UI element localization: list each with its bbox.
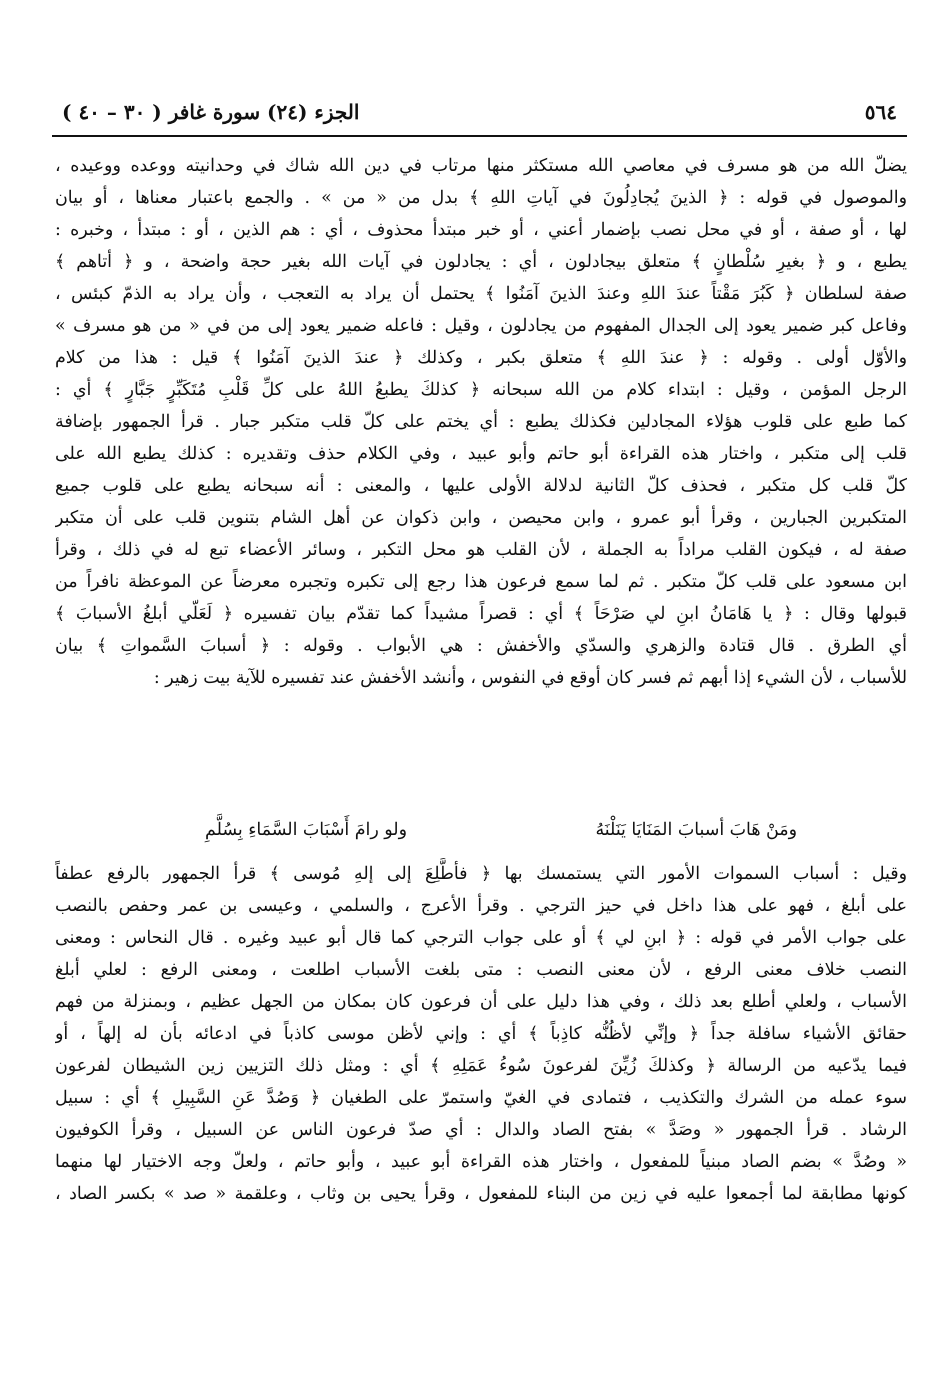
text-line: قبولها وقال : ﴿ يا هَامَانُ ابنِ لي صَرْحَاً ﴾ أي : قصراً مشيداً كما تقدّم بيان تفسيره ﴿ لَعَلّي أبلغُ الأسبابَ ﴾ [55, 604, 907, 624]
text-line: صفة له ، فيكون القلب مراداً به الجملة ، لأن القلب هو محل التكبر ، وسائر الأعضاء تبع له في ذلك ، وقرأ [55, 540, 907, 560]
text-line: والموصول في قوله : ﴿ الذينَ يُجادِلُونَ في آياتِ اللهِ ﴾ بدل من « من » . والجمع باعتبار معناها ، أو بيان [55, 188, 907, 208]
body-text-block-1 [55, 150, 907, 694]
text-line: يضلّ الله من هو مسرف في معاصي الله مستكثر منها مرتاب في دين الله شاك في وحدانيته ووعده ووعيده ، [55, 156, 907, 176]
text-line: صفة لسلطان ﴿ كَبُرَ مَقْتاً عندَ اللهِ وعندَ الذينَ آمَنُوا ﴾ يحتمل أن يراد به التعجب ، وأن يراد به الذمّ كبئس ، [55, 284, 907, 304]
body-text-block-2 [55, 858, 907, 1210]
text-line: على جواب الأمر في قوله : ﴿ ابنِ لي ﴾ أو على جواب الترجي كما قال أبو عبيد وغيره . قال النحاس : ومعنى [55, 928, 907, 948]
text-line: النصب خلاف معنى الرفع ، لأن معنى النصب : متى بلغت الأسباب اطلعت ، ومعنى الرفع : لعلي أبلغ [55, 960, 907, 980]
running-title: الجزء (٢٤) سورة غافر ( ٣٠ – ٤٠ ) [62, 100, 360, 124]
text-line: ابن مسعود على قلب كلّ متكبر . ثم لما سمع فرعون هذا رجع إلى تكبره وتجبره معرضاً عن الموعظة نافراً من [55, 572, 907, 592]
text-line: أي الطرق . قال قتادة والزهري والسدّي والأخفش : هي الأبواب . وقوله : ﴿ أسبابَ السَّمواتِ ﴾ بيان [55, 636, 907, 656]
text-line: يطبع ، و ﴿ بغيرِ سُلْطانٍ ﴾ متعلق بيجادلون ، أي : يجادلون في آيات الله بغير حجة واضحة ، و ﴿ أتاهم ﴾ [55, 252, 907, 272]
text-line: للأسباب ، لأن الشيء إذا أبهم ثم فسر كان أوقع في النفوس ، وأنشد الأخفش عند تفسيره للآية بيت زهير : [153, 668, 907, 688]
page-header [52, 98, 907, 132]
text-line: وقيل : أسباب السموات الأمور التي يستمسك بها ﴿ فأطَّلِعَ إلى إلهِ مُوسى ﴾ قرأ الجمهور بالرفع عطفاً [55, 864, 907, 884]
text-line: على أبلغ ، فهو على هذا داخل في حيز الترجي . وقرأ الأعرج ، والسلمي ، وعيسى بن عمر وحفص بالنصب [55, 896, 907, 916]
text-line: حقائق الأشياء سافلة جداً ﴿ وإنِّي لأظُنُّه كاذِباً ﴾ أي : وإني لأظن موسى كاذباً في ادعائه بأن له إلهاً ، أو [55, 1024, 907, 1044]
verse-first-hemistich: ومَنْ هَابَ أسبابَ المَنَايَا يَنَلْنَهُ [595, 820, 797, 840]
text-line: قلب إلى متكبر ، واختار هذه القراءة أبو حاتم وأبو عبيد ، وفي الكلام حذف وتقديره : كذلك يطبع الله على [55, 444, 907, 464]
text-line: كما طبع على قلوب هؤلاء المجادلين فكذلك يطبع : أي يختم على كلّ قلب متكبر جبار . قرأ الجمهور بإضافة [55, 412, 907, 432]
text-line: لها ، أو صفة ، أو في محل نصب بإضمار أعني ، أو خبر مبتدأ محذوف ، أي : هم الذين ، أو : مبتدأ ، وخبره : [55, 220, 907, 240]
header-rule [52, 135, 907, 137]
text-line: والأوّل أولى . وقوله : ﴿ عندَ اللهِ ﴾ متعلق بكبر ، وكذلك ﴿ عندَ الذينَ آمَنُوا ﴾ قيل : هذا من كلام [55, 348, 907, 368]
text-line: « وصُدَّ » بضم الصاد مبنياً للمفعول ، واختار هذه القراءة أبو عبيد ، وأبو حاتم ، ولعلّ وجه الاختيار لها منهما [55, 1152, 907, 1172]
poetry-verse [55, 813, 907, 847]
page-number: ٥٦٤ [864, 100, 897, 124]
text-line: الأسباب ، ولعلي أطلع بعد ذلك ، وفي هذا دليل على أن فرعون كان بمكان من الجهل عظيم ، وبمنزلة من فهم [55, 992, 907, 1012]
text-line: الرجل المؤمن ، وقيل : ابتداء كلام من الله سبحانه ﴿ كذلكَ يطبعُ اللهُ على كلِّ قَلْبِ مُتَكَبِّرٍ جَبَّارٍ ﴾ أي : [55, 380, 907, 400]
text-line: الرشاد . قرأ الجمهور « وصَدَّ » بفتح الصاد والدال : أي صدّ فرعون الناس عن السبيل ، وقرأ الكوفيون [55, 1120, 907, 1140]
text-line: كونها مطابقة لما أجمعوا عليه في زين من البناء للمفعول ، وقرأ يحيى بن وثاب ، وعلقمة « صد » بكسر الصاد ، [55, 1184, 907, 1204]
text-line: فيما يدّعيه من الرسالة ﴿ وكذلكَ زُيِّنَ لفرعونَ سُوءُ عَمَلِهِ ﴾ أي : ومثل ذلك التزيين زين الشيطان لفرعون [55, 1056, 907, 1076]
text-line: المتكبرين الجبارين ، وقرأ أبو عمرو ، وابن محيصن ، وابن ذكوان عن أهل الشام بتنوين قلب على أن متكبر [55, 508, 907, 528]
text-line: كلّ قلب كل متكبر ، فحذف كلّ الثانية لدلالة الأولى عليها ، والمعنى : أنه سبحانه يطبع على قلوب جميع [55, 476, 907, 496]
text-line: سوء عمله من الشرك والتكذيب ، فتمادى في الغيّ واستمرّ على الطغيان ﴿ وَصُدَّ عَنِ السَّبِيلِ ﴾ أي : سبيل [55, 1088, 907, 1108]
text-line: وفاعل كبر ضمير يعود إلى الجدال المفهوم من يجادلون ، وقيل : فاعله ضمير يعود إلى من في « من هو مسرف » [55, 316, 907, 336]
verse-second-hemistich: ولو رامَ أَسْبَابَ السَّمَاءِ بِسُلَّمِ [205, 820, 407, 840]
